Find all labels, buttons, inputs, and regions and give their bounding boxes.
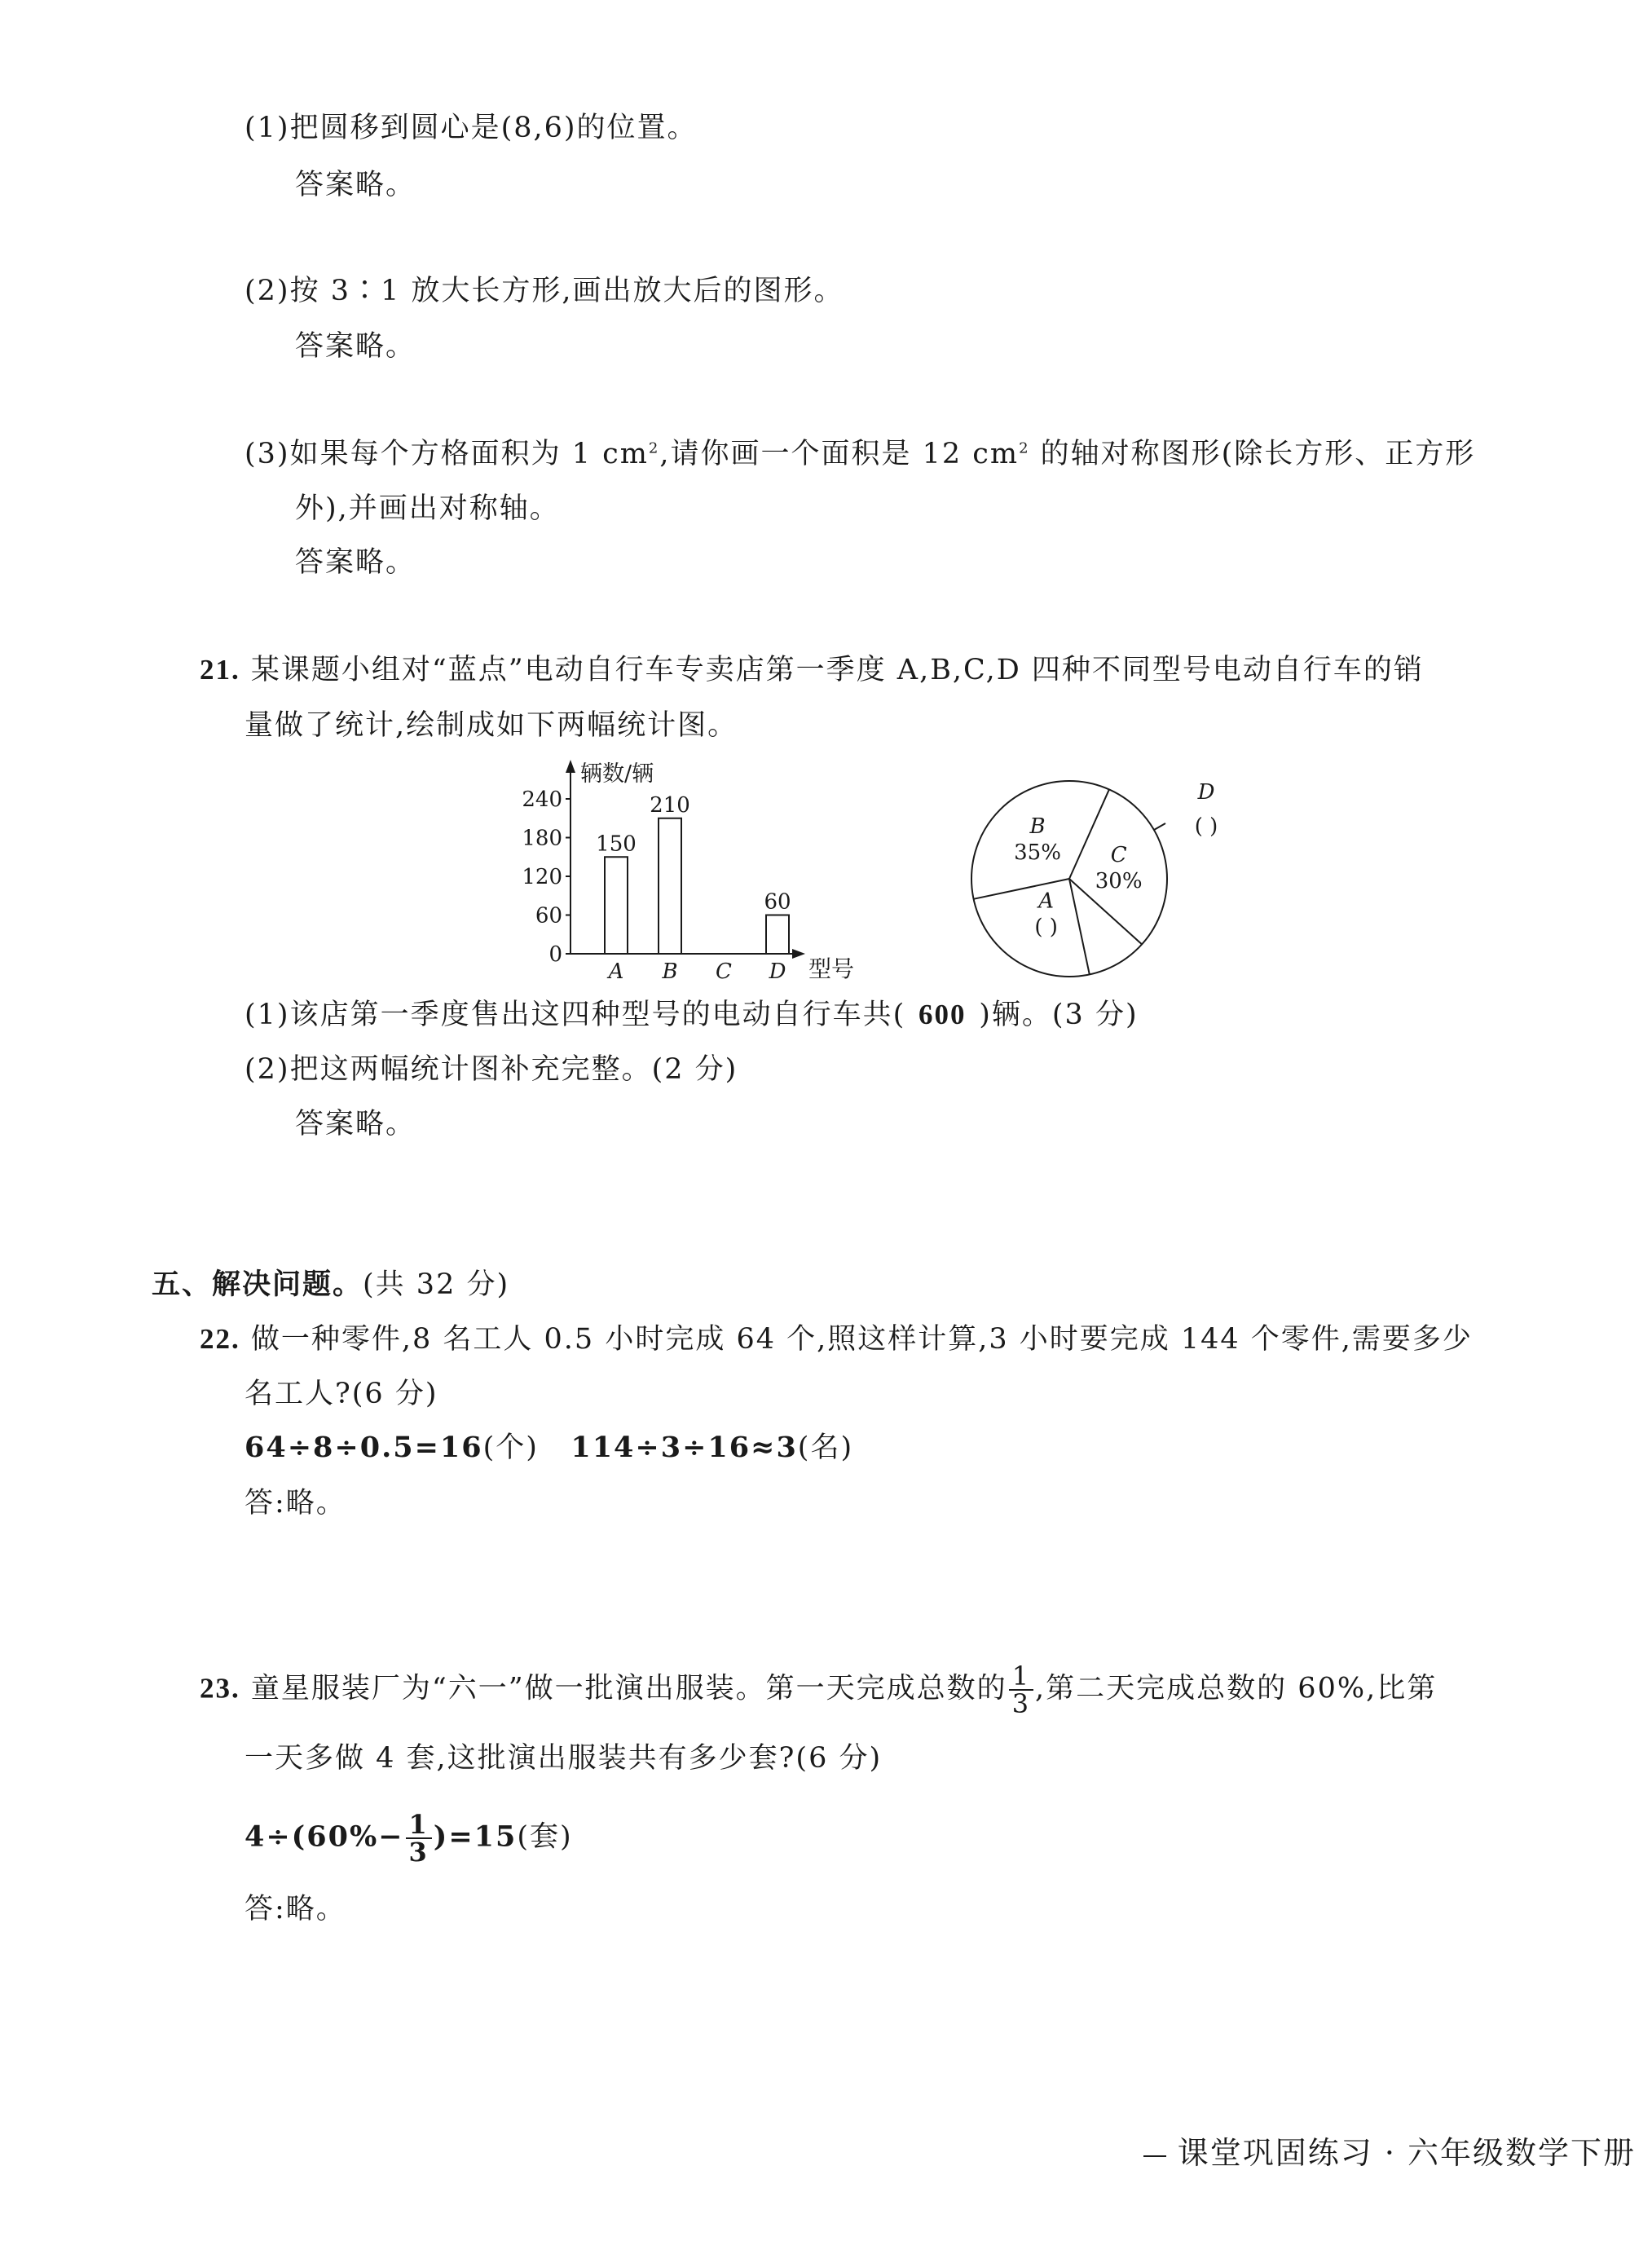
bar-ytick-label: 120 xyxy=(522,865,562,889)
bar-y-axis-arrow xyxy=(566,760,575,773)
q21-text-line2: 量做了统计,绘制成如下两幅统计图。 xyxy=(244,709,738,742)
pie-divider-B xyxy=(974,879,1069,899)
bar-category-A: A xyxy=(608,959,624,984)
bar-ytick-label: 240 xyxy=(522,787,562,812)
bar-value-label-D: 60 xyxy=(764,889,791,915)
q23-answer: 答:略。 xyxy=(244,1893,346,1925)
q23-text: 23. 童星服装厂为“六一”做一批演出服装。第一天完成总数的 $\frac{1}{3}$ ,第二天完成总数的 60%,比第 xyxy=(200,1661,1438,1719)
pie-slice-label-A: ( ) xyxy=(1034,915,1058,940)
pie-d-leader-line xyxy=(1154,823,1165,830)
bar-y-label: 辆数/辆 xyxy=(580,761,654,787)
q23-work: 4÷(60%− $\frac{1}{3}$ )=15(套) xyxy=(244,1809,573,1868)
footer-dash xyxy=(1143,2155,1166,2157)
q23-work-fraction: $\frac{1}{3}$ xyxy=(406,1811,432,1865)
pie-slice-name-C: C xyxy=(1110,843,1127,868)
pie-slice-label-B: 35% xyxy=(1014,840,1061,865)
bar-category-B: B xyxy=(662,959,678,984)
q22-text-line2: 名工人?(6 分) xyxy=(244,1378,438,1410)
q20-part1: (1)把圆移到圆心是(8,6)的位置。 xyxy=(244,112,698,144)
bar-D xyxy=(766,915,789,955)
pie-slice-label-C: 30% xyxy=(1095,869,1143,894)
q20-part3: (3)如果每个方格面积为 1 $cm^2$,请你画一个面积是 12 $cm^2$ 的轴对称图形(除长方形、正方形 xyxy=(244,438,1476,470)
q21-text: 21. 某课题小组对“蓝点”电动自行车专卖店第一季度 A,B,C,D 四种不同型号电动自行车的销 xyxy=(200,654,1424,686)
bar-value-label-B: 210 xyxy=(650,792,690,818)
q22-answer: 答:略。 xyxy=(244,1487,346,1520)
section5-heading: 五、解决问题。(共 32 分) xyxy=(152,1268,510,1301)
bar-A xyxy=(605,857,628,954)
bar-ytick-label: 180 xyxy=(522,826,562,851)
pie-divider-C xyxy=(1069,789,1109,879)
pie-slice-name-B: B xyxy=(1029,814,1046,839)
bar-B xyxy=(659,818,681,954)
bar-category-C: C xyxy=(716,959,732,984)
q23-number: 23. xyxy=(200,1672,240,1705)
q21-charts xyxy=(505,758,1255,995)
q21-part1: (1)该店第一季度售出这四种型号的电动自行车共( 600 )辆。(3 分) xyxy=(244,995,1139,1034)
q20-part2-answer: 答案略。 xyxy=(295,330,416,363)
q20-part2: (2)按 3∶1 放大长方形,画出放大后的图形。 xyxy=(244,275,844,307)
pie-divider-A xyxy=(1069,879,1090,974)
q21-part1-answer: 600 xyxy=(918,999,967,1030)
bar-category-D: D xyxy=(769,959,786,984)
pie-chart xyxy=(971,780,1218,977)
q22-number: 22. xyxy=(200,1323,240,1355)
q22-text: 22. 做一种零件,8 名工人 0.5 小时完成 64 个,照这样计算,3 小时要完成 144 个零件,需要多少 xyxy=(200,1323,1473,1356)
bar-ytick-label: 60 xyxy=(535,903,562,929)
q22-work: 64÷8÷0.5=16(个) 114÷3÷16≈3(名) xyxy=(244,1431,854,1464)
bar-chart xyxy=(522,760,854,984)
q20-part1-answer: 答案略。 xyxy=(295,169,416,201)
bar-ytick-label: 0 xyxy=(548,942,562,967)
pie-slice-name-D: D xyxy=(1197,780,1215,805)
bar-x-label: 型号 xyxy=(808,955,855,982)
q21-part2-answer: 答案略。 xyxy=(295,1108,416,1140)
pie-slice-name-A: A xyxy=(1038,889,1055,914)
bar-x-axis-arrow xyxy=(792,949,805,959)
bar-value-label-A: 150 xyxy=(596,831,637,857)
q21-number: 21. xyxy=(200,654,240,686)
q20-part3-answer: 答案略。 xyxy=(295,546,416,579)
q23-text-line2: 一天多做 4 套,这批演出服装共有多少套?(6 分) xyxy=(244,1742,883,1775)
pie-slice-label-D: ( ) xyxy=(1194,814,1218,839)
q20-part3-line2: 外),并画出对称轴。 xyxy=(295,492,560,525)
q21-part2: (2)把这两幅统计图补充完整。(2 分) xyxy=(244,1053,738,1086)
q23-fraction: $\frac{1}{3}$ xyxy=(1009,1663,1033,1717)
page-footer: 课堂巩固练习 · 六年级数学下册 xyxy=(1143,2128,1636,2172)
